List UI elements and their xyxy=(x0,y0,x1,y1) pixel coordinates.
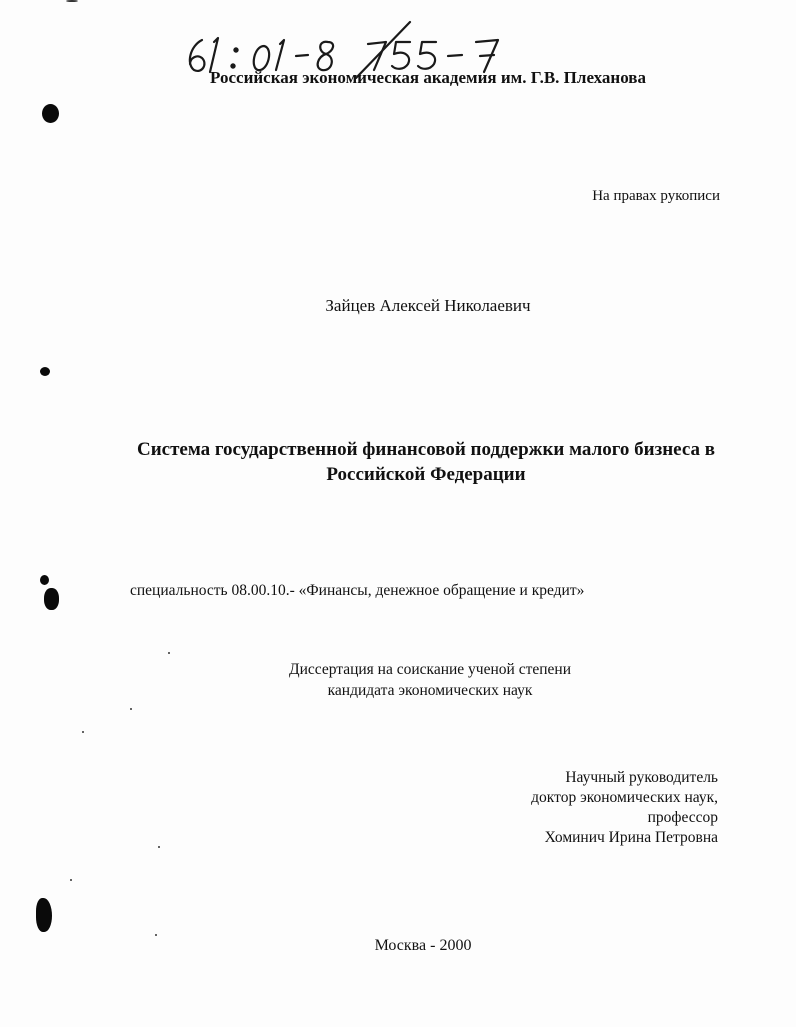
manuscript-rights-note: На правах рукописи xyxy=(592,188,720,204)
author-name: Зайцев Алексей Николаевич xyxy=(325,296,531,315)
scan-speck xyxy=(168,652,170,654)
scan-speck xyxy=(158,846,160,848)
degree-line-1: Диссертация на соискание ученой степени xyxy=(289,661,571,678)
city-year: Москва - 2000 xyxy=(374,937,472,954)
scan-speck xyxy=(82,731,84,733)
degree-statement xyxy=(230,659,630,701)
binder-hole-mark xyxy=(40,575,49,585)
title-line-2: Российской Федерации xyxy=(326,464,526,485)
supervisor-degree: доктор экономических наук, xyxy=(531,789,718,806)
scan-speck xyxy=(70,879,72,881)
scan-speck xyxy=(155,934,157,936)
supervisor-name: Хоминич Ирина Петровна xyxy=(544,829,718,846)
binder-hole-mark xyxy=(42,104,59,123)
binder-hole-mark xyxy=(36,898,52,932)
institution-name: Российская экономическая академия им. Г.В. Плеханова xyxy=(210,68,646,87)
supervisor-role: Научный руководитель xyxy=(565,769,718,786)
specialty-line: специальность 08.00.10.- «Финансы, денежное обращение и кредит» xyxy=(130,582,585,599)
dissertation-title xyxy=(120,437,732,487)
supervisor-block xyxy=(531,768,718,848)
scan-speck xyxy=(130,708,132,710)
binder-hole-mark xyxy=(44,588,59,610)
supervisor-title: профессор xyxy=(647,809,718,826)
degree-line-2: кандидата экономических наук xyxy=(327,682,533,699)
binder-hole-mark xyxy=(40,367,50,376)
title-line-1: Система государственной финансовой поддержки малого бизнеса в xyxy=(136,439,716,460)
scan-speck xyxy=(66,0,78,2)
